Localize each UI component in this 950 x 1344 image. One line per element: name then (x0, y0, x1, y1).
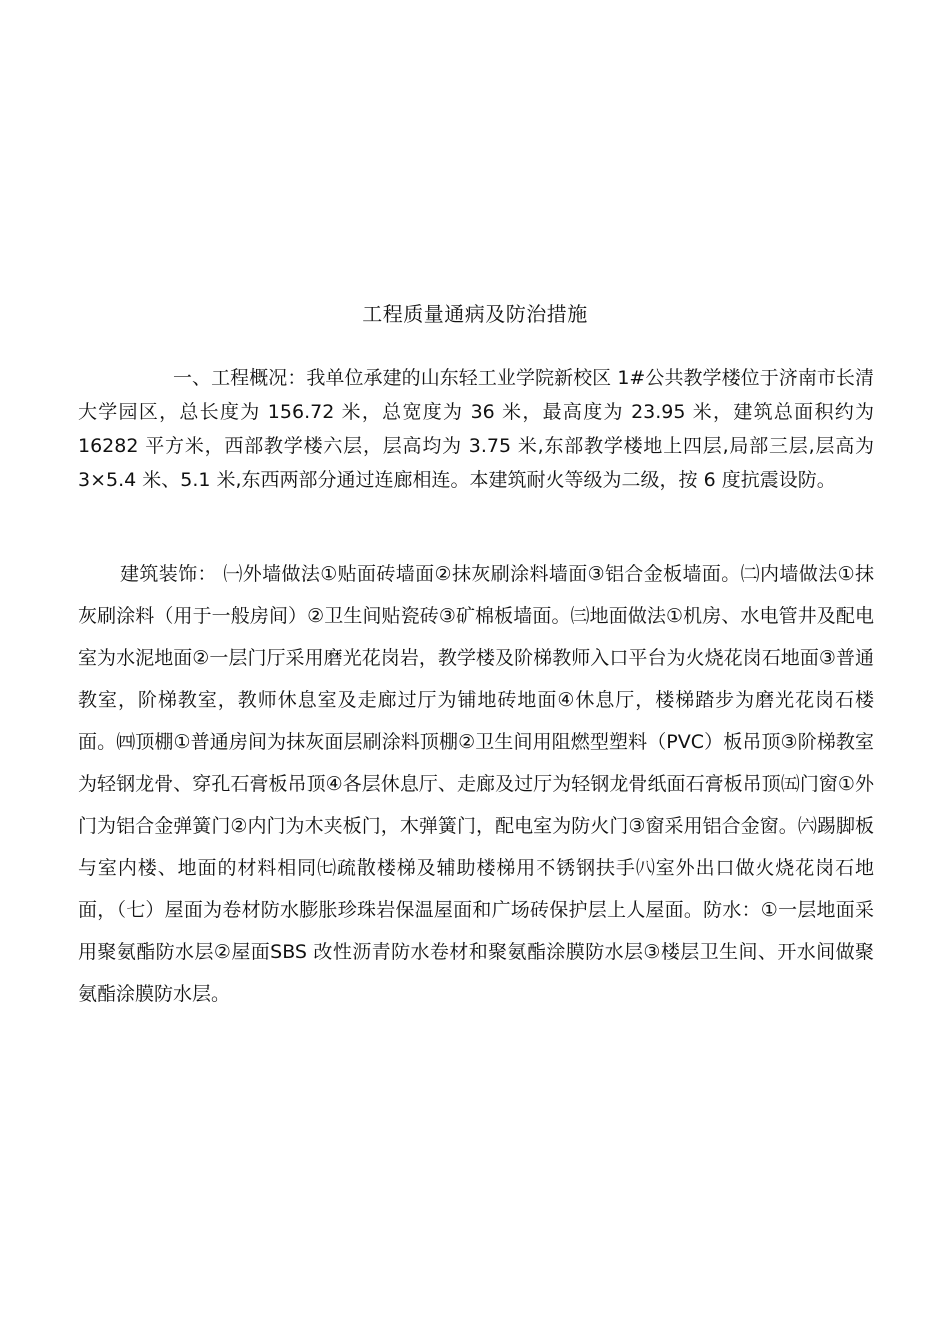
document-title: 工程质量通病及防治措施 (362, 302, 588, 326)
paragraph-architectural-decoration: 建筑装饰： ㈠外墙做法①贴面砖墙面②抹灰刷涂料墙面③铝合金板墙面。㈡内墙做法①抹灰刷涂料（用于一般房间）②卫生间贴瓷砖③矿棉板墙面。㈢地面做法①机房、水电管井及配电室为水泥地面②一层门厅采用磨光花岗岩，教学楼及阶梯教师入口平台为火烧花岗石地面③普通教室，阶梯教室，教师休息室及走廊过厅为铺地砖地面④休息厅，楼梯踏步为磨光花岗石楼面。㈣顶棚①普通房间为抹灰面层刷涂料顶棚②卫生间用阻燃型塑料（PVC）板吊顶③阶梯教室为轻钢龙骨、穿孔石膏板吊顶④各层休息厅、走廊及过厅为轻钢龙骨纸面石膏板吊顶㈤门窗①外门为铝合金弹簧门②内门为木夹板门，木弹簧门，配电室为防火门③窗采用铝合金窗。㈥踢脚板与室内楼、地面的材料相同㈦疏散楼梯及辅助楼梯用不锈钢扶手㈧室外出口做火烧花岗石地面，（七）屋面为卷材防水膨胀珍珠岩保温屋面和广场砖保护层上人屋面。防水：①一层地面采用聚氨酯防水层②屋面SBS 改性沥青防水卷材和聚氨酯涂膜防水层③楼层卫生间、开水间做聚氨酯涂膜防水层。 (78, 563, 874, 1005)
paragraph-project-overview: 一、工程概况：我单位承建的山东轻工业学院新校区 1#公共教学楼位于济南市长清大学园区，总长度为 156.72 米，总宽度为 36 米，最高度为 23.95 米，建筑总面积约为 16282 平方米，西部教学楼六层，层高均为 3.75 米,东部教学楼地上四层,局部三层,层高为 3×5.4 米、5.1 米,东西两部分通过连廊相连。本建筑耐火等级为二级，按 6 度抗震设防。 (78, 367, 874, 491)
